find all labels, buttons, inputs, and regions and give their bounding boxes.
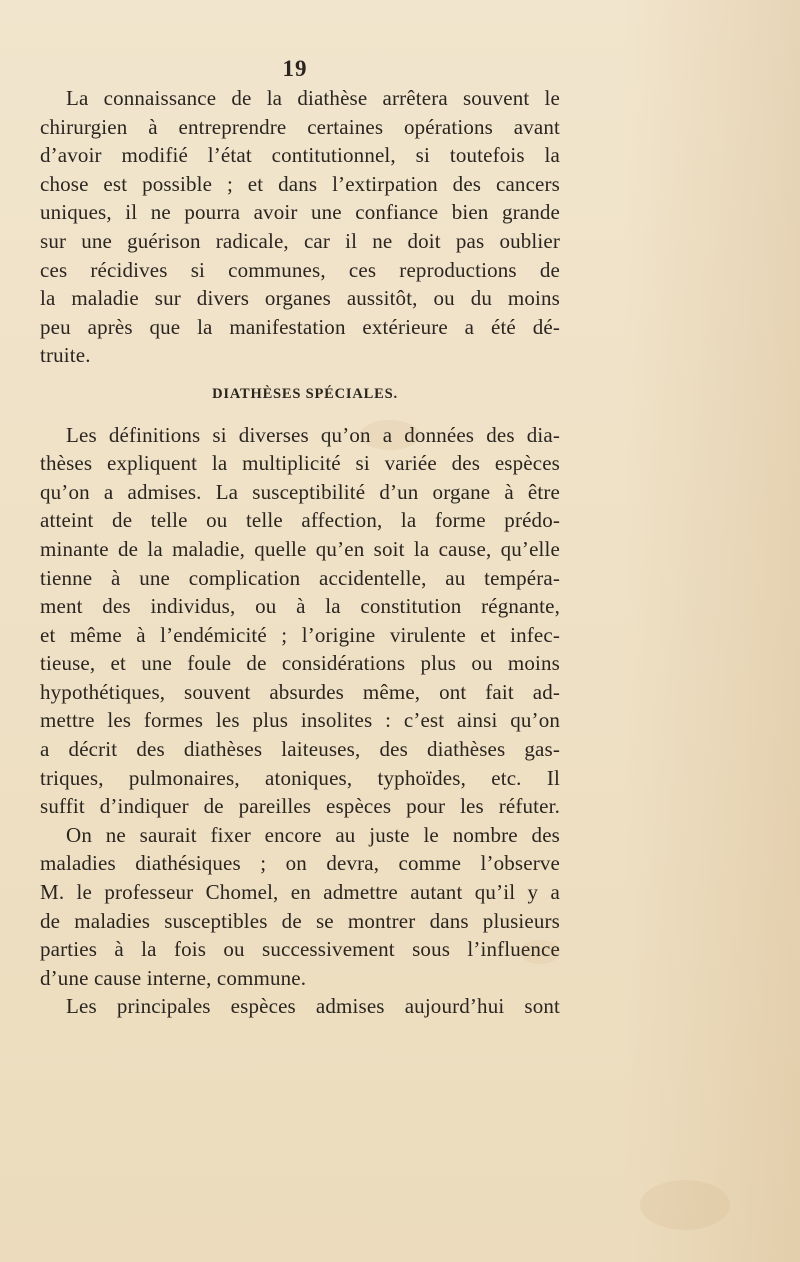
text-line: suffit d’indiquer de pareilles espèces pour les réfuter. [40,794,560,819]
text-line: parties à la fois ou successivement sous l’influence [40,937,560,962]
text-line: chose est possible ; et dans l’extirpation des cancers [40,171,560,196]
text-line: d’avoir modifié l’état contitutionnel, si toutefois la [40,143,560,168]
text-line: ces récidives si communes, ces reproductions de [40,257,560,282]
text-line: tieuse, et une foule de considérations plus ou moins [40,651,560,676]
text-line: sur une guérison radicale, car il ne doit pas oublier [40,228,560,253]
body-text [40,84,560,1021]
text-line: Les définitions si diverses qu’on a données des dia- [66,422,560,447]
text-line: tienne à une complication accidentelle, au tempéra- [40,565,560,590]
text-line: triques, pulmonaires, atoniques, typhoïdes, etc. Il [40,765,560,790]
text-line: M. le professeur Chomel, en admettre autant qu’il y a [40,880,560,905]
text-line: La connaissance de la diathèse arrêtera souvent le [66,86,560,110]
text-line: et même à l’endémicité ; l’origine virulente et infec- [40,622,560,647]
text-line: qu’on a admises. La susceptibilité d’un organe à être [40,479,560,504]
text-line: ment des individus, ou à la constitution régnante, [40,594,560,619]
text-line: uniques, il ne pourra avoir une confiance bien grande [40,200,560,225]
text-line: mettre les formes les plus insolites : c’est ainsi qu’on [40,708,560,733]
paragraph [40,821,560,993]
paragraph [40,992,560,1021]
text-line: truite. [40,343,91,368]
paper-stain [640,1180,730,1230]
paragraph [40,84,560,370]
text-line: hypothétiques, souvent absurdes même, ont fait ad- [40,679,560,704]
section-heading: DIATHÈSES SPÉCIALES. [212,385,398,402]
page-number: 19 [282,56,308,81]
text-line: atteint de telle ou telle affection, la forme prédo- [40,508,560,533]
text-line: Les principales espèces admises aujourd’hui sont [66,994,560,1019]
text-line: chirurgien à entreprendre certaines opérations avant [40,114,560,139]
text-line: de maladies susceptibles de se montrer dans plusieurs [40,908,560,933]
text-line: maladies diathésiques ; on devra, comme l’observe [40,851,560,876]
text-line: la maladie sur divers organes aussitôt, ou du moins [40,286,560,311]
text-line: On ne saurait fixer encore au juste le nombre des [66,822,560,847]
text-line: a décrit des diathèses laiteuses, des diathèses gas- [40,737,560,762]
text-line: d’une cause interne, commune. [40,965,307,990]
paragraph [40,421,560,821]
text-line: minante de la maladie, quelle qu’en soit la cause, qu’elle [40,536,560,561]
text-line: peu après que la manifestation extérieure a été dé- [40,314,560,339]
text-line: thèses expliquent la multiplicité si variée des espèces [40,451,560,476]
